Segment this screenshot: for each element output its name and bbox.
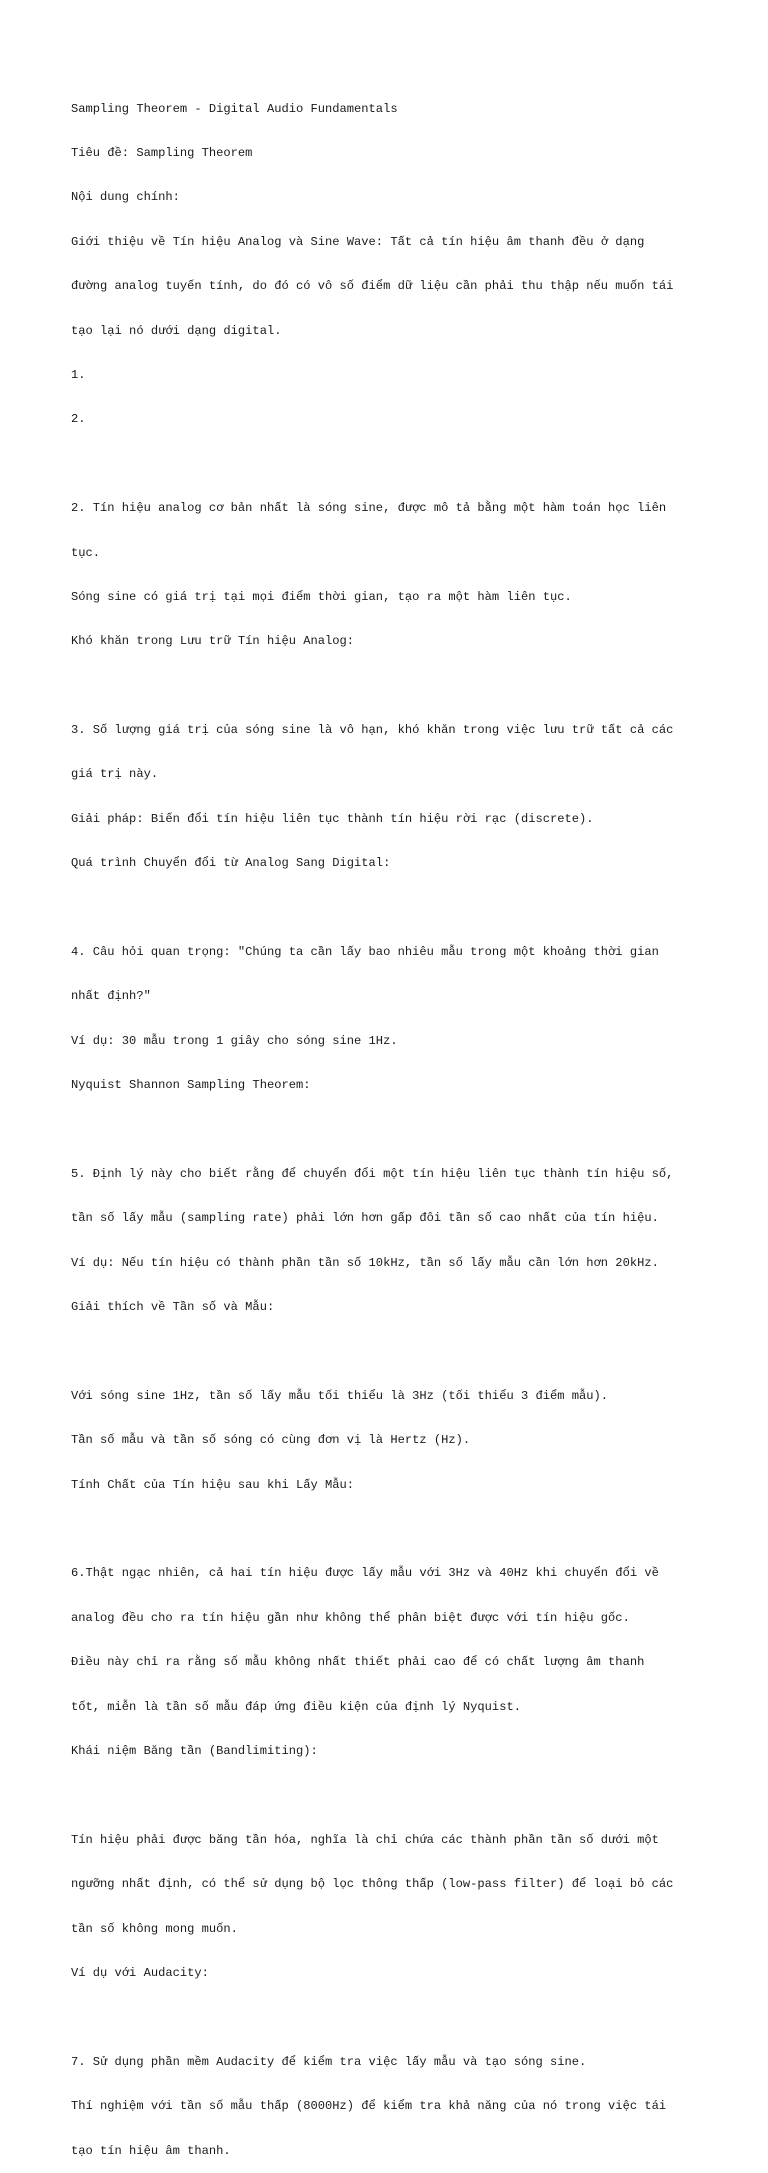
blank-line	[71, 901, 711, 916]
text-line: Tần số mẫu và tần số sóng có cùng đơn vị là Hertz (Hz).	[71, 1433, 471, 1448]
text-line: Khó khăn trong Lưu trữ Tín hiệu Analog:	[71, 634, 355, 649]
blank-line	[71, 679, 711, 694]
text-line: tạo tín hiệu âm thanh.	[71, 2143, 231, 2158]
text-line: 2.	[71, 412, 86, 427]
text-line: Tín hiệu phải được băng tần hóa, nghĩa là chỉ chứa các thành phần tần số dưới một	[71, 1832, 659, 1847]
document-body	[71, 72, 711, 2173]
text-line: tục.	[71, 545, 101, 560]
text-line: Ví dụ: 30 mẫu trong 1 giây cho sóng sine 1Hz.	[71, 1033, 398, 1048]
text-line: Thí nghiệm với tần số mẫu thấp (8000Hz) để kiểm tra khả năng của nó trong việc tái	[71, 2099, 667, 2114]
text-line: tần số không mong muốn.	[71, 1921, 238, 1936]
blank-line	[71, 1788, 711, 1803]
blank-line	[71, 457, 711, 472]
text-line: Với sóng sine 1Hz, tần số lấy mẫu tối thiểu là 3Hz (tối thiểu 3 điểm mẫu).	[71, 1388, 609, 1403]
text-line: Quá trình Chuyển đổi từ Analog Sang Digital:	[71, 856, 391, 871]
text-line: analog đều cho ra tín hiệu gần như không thể phân biệt được với tín hiệu gốc.	[71, 1610, 630, 1625]
text-line: 1.	[71, 367, 86, 382]
document-title: Sampling Theorem - Digital Audio Fundamentals	[71, 101, 398, 116]
text-line: Giới thiệu về Tín hiệu Analog và Sine Wave: Tất cả tín hiệu âm thanh đều ở dạng	[71, 234, 645, 249]
text-line: đường analog tuyến tính, do đó có vô số điểm dữ liệu cần phải thu thập nếu muốn tái	[71, 279, 674, 294]
blank-line	[71, 2010, 711, 2025]
text-line: tốt, miễn là tần số mẫu đáp ứng điều kiện của định lý Nyquist.	[71, 1699, 521, 1714]
text-line: Sóng sine có giá trị tại mọi điểm thời gian, tạo ra một hàm liên tục.	[71, 589, 572, 604]
blank-line	[71, 1522, 711, 1537]
text-line: 6.Thật ngạc nhiên, cả hai tín hiệu được lấy mẫu với 3Hz và 40Hz khi chuyển đổi về	[71, 1566, 659, 1581]
text-line: tạo lại nó dưới dạng digital.	[71, 323, 282, 338]
text-line: Ví dụ với Audacity:	[71, 1966, 209, 1980]
text-line: giá trị này.	[71, 767, 159, 782]
text-line: 7. Sử dụng phần mềm Audacity để kiểm tra việc lấy mẫu và tạo sóng sine.	[71, 2054, 587, 2069]
text-line: 4. Câu hỏi quan trọng: "Chúng ta cần lấy bao nhiêu mẫu trong một khoảng thời gian	[71, 945, 659, 960]
text-line: nhất định?"	[71, 989, 151, 1004]
text-line: Tính Chất của Tín hiệu sau khi Lấy Mẫu:	[71, 1477, 355, 1492]
text-line: Ví dụ: Nếu tín hiệu có thành phần tần số 10kHz, tần số lấy mẫu cần lớn hơn 20kHz.	[71, 1255, 659, 1270]
text-line: 5. Định lý này cho biết rằng để chuyển đổi một tín hiệu liên tục thành tín hiệu số,	[71, 1166, 674, 1181]
text-line: Điều này chỉ ra rằng số mẫu không nhất thiết phải cao để có chất lượng âm thanh	[71, 1655, 645, 1670]
text-line: Tiêu đề: Sampling Theorem	[71, 145, 253, 160]
text-line: ngưỡng nhất định, có thể sử dụng bộ lọc thông thấp (low-pass filter) để loại bỏ các	[71, 1877, 674, 1892]
blank-line	[71, 1123, 711, 1138]
text-line: Khái niệm Băng tần (Bandlimiting):	[71, 1744, 318, 1759]
text-line: Nyquist Shannon Sampling Theorem:	[71, 1078, 311, 1093]
text-line: 2. Tín hiệu analog cơ bản nhất là sóng sine, được mô tả bằng một hàm toán học liên	[71, 501, 667, 516]
text-line: 3. Số lượng giá trị của sóng sine là vô hạn, khó khăn trong việc lưu trữ tất cả các	[71, 723, 674, 738]
text-line: Nội dung chính:	[71, 190, 180, 205]
text-line: tần số lấy mẫu (sampling rate) phải lớn hơn gấp đôi tần số cao nhất của tín hiệu.	[71, 1211, 659, 1226]
blank-line	[71, 1345, 711, 1360]
text-line: Giải thích về Tần số và Mẫu:	[71, 1300, 275, 1315]
text-line: Giải pháp: Biến đổi tín hiệu liên tục thành tín hiệu rời rạc (discrete).	[71, 811, 594, 826]
